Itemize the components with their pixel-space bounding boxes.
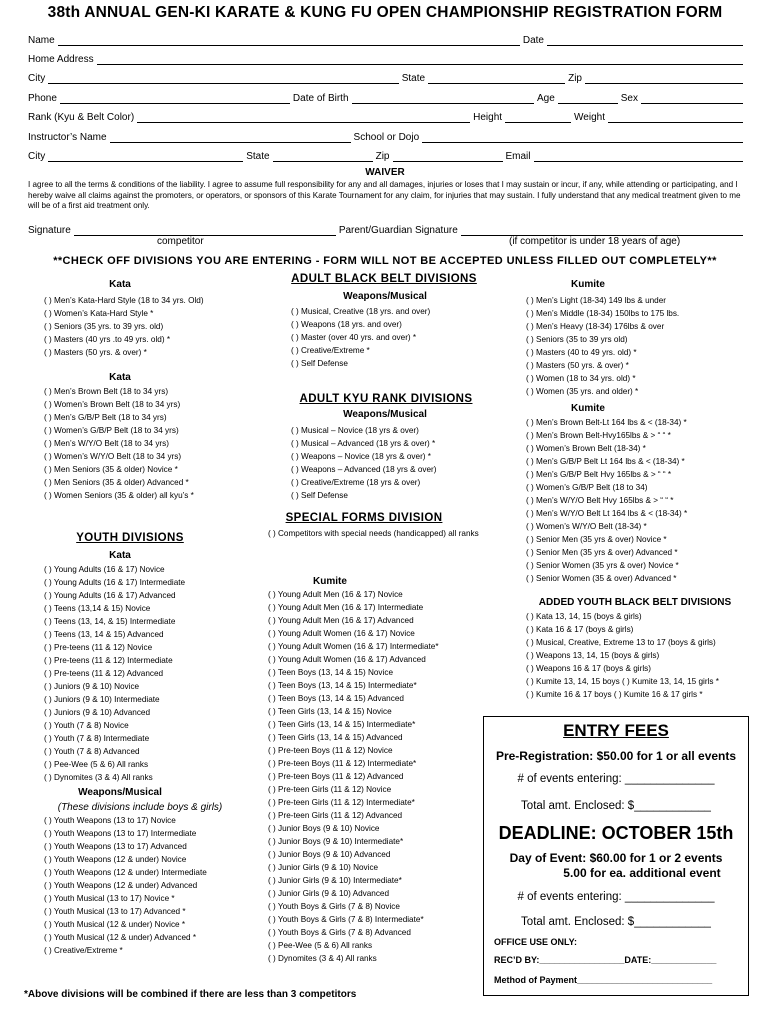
school-label: School or Dojo — [353, 132, 420, 143]
height-field[interactable] — [505, 113, 571, 123]
list-item[interactable]: ( ) Teen Girls (13, 14 & 15) Advanced — [268, 733, 403, 742]
list-item[interactable]: ( ) Senior Men (35 yrs & over) Novice * — [526, 535, 667, 544]
list-item[interactable]: ( ) Weapons – Advanced (18 yrs & over) — [291, 465, 437, 474]
kata2-heading: Kata — [109, 372, 131, 383]
list-item[interactable]: ( ) Women’s W/Y/O Belt (18 to 34 yrs) — [44, 452, 182, 461]
divisions-banner: **CHECK OFF DIVISIONS YOU ARE ENTERING - FORM WILL NOT BE ACCEPTED UNLESS FILLED OUT COMPLETELY** — [53, 255, 717, 267]
parent-note: (if competitor is under 18 years of age) — [509, 236, 681, 247]
list-item[interactable]: ( ) Teens (13, 14 & 15) Advanced — [44, 630, 164, 639]
list-item[interactable]: ( ) Musical, Creative (18 yrs. and over) — [291, 307, 431, 316]
list-item[interactable]: ( ) Musical – Advanced (18 yrs & over) * — [291, 439, 436, 448]
height-label: Height — [473, 112, 503, 123]
list-item[interactable]: ( ) Youth (7 & 8) Advanced — [44, 747, 140, 756]
city-field[interactable] — [48, 74, 399, 84]
list-item[interactable]: ( ) Youth Weapons (12 & under) Intermediate — [44, 868, 207, 877]
parent-signature-field[interactable] — [461, 226, 743, 236]
youth-kata-list — [44, 563, 185, 784]
list-item[interactable]: ( ) Young Adult Men (16 & 17) Advanced — [268, 616, 414, 625]
list-item[interactable]: ( ) Men’s Brown Belt-Hvy165lbs & > “ “ * — [526, 431, 671, 440]
list-item[interactable]: ( ) Pre-teen Girls (11 & 12) Novice — [268, 785, 392, 794]
state-field[interactable] — [428, 74, 565, 84]
form-title: 38th ANNUAL GEN-KI KARATE & KUNG FU OPEN CHAMPIONSHIP REGISTRATION FORM — [47, 4, 723, 21]
list-item[interactable]: ( ) Teens (13, 14, & 15) Intermediate — [44, 617, 176, 626]
list-item[interactable]: ( ) Kata 16 & 17 (boys & girls) — [526, 625, 634, 634]
kyu-weapons-list — [291, 424, 436, 502]
list-item[interactable]: ( ) Women (35 yrs. and older) * — [526, 387, 639, 396]
received-by-field[interactable]: REC’D BY:_________________DATE:_____________ — [494, 955, 717, 965]
list-item[interactable]: ( ) Creative/Extreme (18 yrs & over) — [291, 478, 421, 487]
city2-label: City — [28, 151, 46, 162]
list-item[interactable]: ( ) Juniors (9 & 10) Advanced — [44, 708, 151, 717]
list-item[interactable]: ( ) Women’s Brown Belt (18 to 34 yrs) — [44, 400, 181, 409]
list-item[interactable]: ( ) Young Adult Women (16 & 17) Advanced — [268, 655, 426, 664]
list-item[interactable]: ( ) Weapons 13, 14, 15 (boys & girls) — [526, 651, 660, 660]
row-phone — [28, 90, 746, 104]
list-item[interactable]: ( ) Senior Men (35 yrs & over) Advanced * — [526, 548, 678, 557]
signature-row — [28, 222, 746, 236]
email-label: Email — [505, 151, 531, 162]
zip-label: Zip — [568, 73, 582, 84]
list-item[interactable]: ( ) Pee-Wee (5 & 6) All ranks — [268, 941, 373, 950]
list-item[interactable]: ( ) Kata 13, 14, 15 (boys & girls) — [526, 612, 642, 621]
row-city2 — [28, 148, 746, 162]
black-belt-weapons-list — [291, 305, 430, 370]
rank-label: Rank (Kyu & Belt Color) — [28, 112, 135, 123]
list-item[interactable]: ( ) Pre-teens (11 & 12) Advanced — [44, 669, 164, 678]
list-item[interactable]: ( ) Young Adult Women (16 & 17) Novice — [268, 629, 415, 638]
email-field[interactable] — [534, 152, 743, 162]
youth-kumite-list — [268, 588, 439, 965]
kyu-kata-list — [44, 385, 194, 502]
list-item[interactable]: ( ) Pre-teen Girls (11 & 12) Intermediate* — [268, 798, 415, 807]
footer-note: *Above divisions will be combined if there are less than 3 competitors — [24, 989, 357, 1000]
dob-field[interactable] — [352, 94, 534, 104]
row-city — [28, 70, 746, 84]
instructor-label: Instructor’s Name — [28, 132, 107, 143]
list-item[interactable]: ( ) Senior Women (35 & over) Advanced * — [526, 574, 677, 583]
competitor-caption: competitor — [157, 236, 204, 247]
list-item[interactable]: ( ) Junior Girls (9 & 10) Advanced — [268, 889, 390, 898]
list-item[interactable]: ( ) Pre-teen Boys (11 & 12) Intermediate* — [268, 759, 417, 768]
adult-kumite-list — [526, 294, 679, 398]
row-instructor — [28, 129, 746, 143]
list-item[interactable]: ( ) Men’s Light (18-34) 149 lbs & under — [526, 296, 667, 305]
list-item[interactable]: ( ) Master (over 40 yrs. and over) * — [291, 333, 417, 342]
added-youth-heading: ADDED YOUTH BLACK BELT DIVISIONS — [538, 597, 732, 608]
age-field[interactable] — [558, 94, 618, 104]
sex-field[interactable] — [641, 94, 743, 104]
row-name — [28, 32, 746, 46]
list-item[interactable]: ( ) Weapons (18 yrs. and over) — [291, 320, 402, 329]
day-of-event-text: Day of Event: $60.00 for 1 or 2 events — [509, 851, 723, 865]
list-item[interactable]: ( ) Teen Girls (13, 14 & 15) Intermediate* — [268, 720, 416, 729]
events-entering-field[interactable]: # of events entering: ______________ — [517, 773, 715, 785]
list-item[interactable]: ( ) Women (18 to 34 yrs. old) * — [526, 374, 636, 383]
list-item[interactable]: ( ) Men’s W/Y/O Belt Lt 164 lbs & < (18-34) * — [526, 509, 688, 518]
signature-label: Signature — [28, 225, 71, 236]
phone-field[interactable] — [60, 94, 290, 104]
signature-field[interactable] — [74, 226, 336, 236]
list-item[interactable]: ( ) Women’s W/Y/O Belt (18-34) * — [526, 522, 647, 531]
city2-field[interactable] — [48, 152, 243, 162]
list-item[interactable]: ( ) Musical, Creative, Extreme 13 to 17 (boys & girls) — [526, 638, 716, 647]
list-item[interactable]: ( ) Youth Weapons (13 to 17) Novice — [44, 816, 176, 825]
list-item[interactable]: ( ) Junior Boys (9 & 10) Advanced — [268, 850, 391, 859]
list-item[interactable]: ( ) Teen Girls (13, 14 & 15) Novice — [268, 707, 392, 716]
state2-label: State — [246, 151, 270, 162]
list-item[interactable]: ( ) Teens (13,14 & 15) Novice — [44, 604, 151, 613]
list-item[interactable]: ( ) Men’s G/B/P Belt Lt 164 lbs & < (18-34) * — [526, 457, 685, 466]
list-item[interactable]: ( ) Men’s W/Y/O Belt (18 to 34 yrs) — [44, 439, 169, 448]
dob-label: Date of Birth — [292, 93, 349, 104]
special-forms-list — [268, 527, 479, 540]
list-item[interactable]: ( ) Young Adult Men (16 & 17) Novice — [268, 590, 403, 599]
list-item[interactable]: ( ) Kumite 16 & 17 boys ( ) Kumite 16 & 17 girls * — [526, 690, 703, 699]
list-item[interactable]: ( ) Women’s Brown Belt (18-34) * — [526, 444, 646, 453]
list-item[interactable]: ( ) Competitors with special needs (handicapped) all ranks — [268, 529, 479, 538]
deadline-text: DEADLINE: OCTOBER 15th — [498, 823, 734, 843]
adult-black-belt-heading: ADULT BLACK BELT DIVISIONS — [291, 273, 477, 285]
youth-weapons-note: (These divisions include boys & girls) — [57, 802, 223, 813]
list-item[interactable]: ( ) Creative/Extreme * — [291, 346, 370, 355]
list-item[interactable]: ( ) Young Adult Women (16 & 17) Intermediate* — [268, 642, 439, 651]
list-item[interactable]: ( ) Teen Boys (13, 14 & 15) Novice — [268, 668, 393, 677]
sex-label: Sex — [620, 93, 638, 104]
list-item[interactable]: ( ) Youth Boys & Girls (7 & 8) Intermediate* — [268, 915, 424, 924]
list-item[interactable]: ( ) Youth (7 & 8) Intermediate — [44, 734, 150, 743]
list-item[interactable]: ( ) Pre-teen Boys (11 & 12) Novice — [268, 746, 393, 755]
list-item[interactable]: ( ) Men’s W/Y/O Belt Hvy 165lbs & > “ “ * — [526, 496, 674, 505]
date-field[interactable] — [547, 36, 743, 46]
youth-weapons-list — [44, 814, 207, 957]
rank-field[interactable] — [137, 113, 470, 123]
list-item[interactable]: ( ) Youth Musical (13 to 17) Novice * — [44, 894, 175, 903]
list-item[interactable]: ( ) Self Defense — [291, 359, 348, 368]
weight-field[interactable] — [608, 113, 743, 123]
total-enclosed-field-2[interactable]: Total amt. Enclosed: $____________ — [521, 916, 711, 928]
zip-field[interactable] — [585, 74, 743, 84]
adult-kata-list — [44, 294, 204, 359]
list-item[interactable]: ( ) Youth Weapons (12 & under) Novice — [44, 855, 187, 864]
kyu-kumite-list — [526, 416, 687, 585]
list-item[interactable]: ( ) Masters (40 yrs .to 49 yrs. old) * — [44, 335, 171, 344]
home-address-field[interactable] — [97, 55, 743, 65]
list-item[interactable]: ( ) Teen Boys (13, 14 & 15) Intermediate* — [268, 681, 417, 690]
list-item[interactable]: ( ) Pee-Wee (5 & 6) All ranks — [44, 760, 149, 769]
kyu-weapons-heading: Weapons/Musical — [343, 409, 427, 420]
list-item[interactable]: ( ) Masters (50 yrs. & over) * — [526, 361, 629, 370]
black-belt-weapons-heading: Weapons/Musical — [343, 291, 427, 302]
list-item[interactable]: ( ) Junior Boys (9 & 10) Intermediate* — [268, 837, 404, 846]
list-item[interactable]: ( ) Senior Women (35 yrs & over) Novice * — [526, 561, 679, 570]
list-item[interactable]: ( ) Seniors (35 yrs. to 39 yrs. old) — [44, 322, 164, 331]
state2-field[interactable] — [273, 152, 373, 162]
list-item[interactable]: ( ) Junior Girls (9 & 10) Intermediate* — [268, 876, 402, 885]
waiver-text: I agree to all the terms & conditions of the liability. I agree to assume full responsibility for any and all damages, injuries or loses that I may sustain or incur, if any, while attending or participating, and I hereby waive all claims against the promoters, or operators, or sponsors of this Karate Tournament for any claim, for injuries that may sustain. I fully understand that any medical treatment given to me will be of a first aid treatment only. — [28, 180, 741, 211]
list-item[interactable]: ( ) Junior Boys (9 & 10) Novice — [268, 824, 380, 833]
list-item[interactable]: ( ) Creative/Extreme * — [44, 946, 123, 955]
payment-method-field[interactable]: Method of Payment___________________________ — [494, 975, 713, 985]
list-item[interactable]: ( ) Young Adults (16 & 17) Novice — [44, 565, 165, 574]
list-item[interactable]: ( ) Youth Weapons (13 to 17) Intermediate — [44, 829, 197, 838]
kata-heading: Kata — [109, 279, 131, 290]
list-item[interactable]: ( ) Junior Girls (9 & 10) Novice — [268, 863, 379, 872]
youth-kumite-heading: Kumite — [313, 576, 347, 587]
list-item[interactable]: ( ) Teen Boys (13, 14 & 15) Advanced — [268, 694, 404, 703]
list-item[interactable]: ( ) Youth Weapons (12 & under) Advanced — [44, 881, 198, 890]
zip2-field[interactable] — [393, 152, 503, 162]
home-address-label: Home Address — [28, 54, 94, 65]
list-item[interactable]: ( ) Men’s Heavy (18-34) 176lbs & over — [526, 322, 665, 331]
list-item[interactable]: ( ) Men’s Brown Belt (18 to 34 yrs) — [44, 387, 169, 396]
row-rank — [28, 109, 746, 123]
instructor-field[interactable] — [110, 133, 351, 143]
name-field[interactable] — [58, 36, 520, 46]
list-item[interactable]: ( ) Women’s G/B/P Belt (18 to 34) — [526, 483, 648, 492]
total-enclosed-field[interactable]: Total amt. Enclosed: $____________ — [521, 800, 711, 812]
list-item[interactable]: ( ) Seniors (35 to 39 yrs old) — [526, 335, 628, 344]
list-item[interactable]: ( ) Juniors (9 & 10) Intermediate — [44, 695, 160, 704]
additional-event-text: 5.00 for ea. additional event — [563, 866, 721, 880]
list-item[interactable]: ( ) Pre-teens (11 & 12) Intermediate — [44, 656, 173, 665]
parent-signature-label: Parent/Guardian Signature — [338, 225, 458, 236]
prereg-text: Pre-Registration: $50.00 for 1 or all events — [495, 749, 737, 763]
list-item[interactable]: ( ) Men Seniors (35 & older) Novice * — [44, 465, 178, 474]
list-item[interactable]: ( ) Women Seniors (35 & older) all kyu’s * — [44, 491, 194, 500]
list-item[interactable]: ( ) Youth Musical (12 & under) Novice * — [44, 920, 186, 929]
entry-fees-heading: ENTRY FEES — [563, 721, 669, 740]
youth-divisions-heading: YOUTH DIVISIONS — [76, 532, 184, 544]
list-item[interactable]: ( ) Self Defense — [291, 491, 348, 500]
list-item[interactable]: ( ) Women’s G/B/P Belt (18 to 34 yrs) — [44, 426, 179, 435]
list-item[interactable]: ( ) Masters (40 to 49 yrs. old) * — [526, 348, 637, 357]
list-item[interactable]: ( ) Musical – Novice (18 yrs & over) — [291, 426, 419, 435]
weight-label: Weight — [574, 112, 605, 123]
school-field[interactable] — [422, 133, 743, 143]
adult-kyu-heading: ADULT KYU RANK DIVISIONS — [299, 393, 473, 405]
list-item[interactable]: ( ) Dynomites (3 & 4) All ranks — [268, 954, 377, 963]
list-item[interactable]: ( ) Pre-teens (11 & 12) Novice — [44, 643, 153, 652]
list-item[interactable]: ( ) Youth Boys & Girls (7 & 8) Novice — [268, 902, 400, 911]
state-label: State — [401, 73, 426, 84]
youth-kata-heading: Kata — [109, 550, 131, 561]
row-address — [28, 51, 746, 65]
name-label: Name — [28, 35, 55, 46]
list-item[interactable]: ( ) Men Seniors (35 & older) Advanced * — [44, 478, 189, 487]
age-label: Age — [536, 93, 555, 104]
list-item[interactable]: ( ) Men’s G/B/P Belt Hvy 165lbs & > “ “ * — [526, 470, 672, 479]
list-item[interactable]: ( ) Youth Weapons (13 to 17) Advanced — [44, 842, 187, 851]
office-use-label: OFFICE USE ONLY: — [494, 937, 578, 947]
special-forms-heading: SPECIAL FORMS DIVISION — [285, 512, 443, 524]
list-item[interactable]: ( ) Dynomites (3 & 4) All ranks — [44, 773, 153, 782]
list-item[interactable]: ( ) Weapons 16 & 17 (boys & girls) — [526, 664, 651, 673]
list-item[interactable]: ( ) Youth Musical (12 & under) Advanced * — [44, 933, 197, 942]
date-label: Date — [522, 35, 544, 46]
list-item[interactable]: ( ) Men’s Middle (18-34) 150lbs to 175 lbs. — [526, 309, 680, 318]
youth-weapons-heading: Weapons/Musical — [78, 787, 162, 798]
list-item[interactable]: ( ) Young Adults (16 & 17) Advanced — [44, 591, 176, 600]
events-entering-field-2[interactable]: # of events entering: ______________ — [517, 891, 715, 903]
list-item[interactable]: ( ) Pre-teen Girls (11 & 12) Advanced — [268, 811, 403, 820]
list-item[interactable]: ( ) Pre-teen Boys (11 & 12) Advanced — [268, 772, 404, 781]
kumite-heading: Kumite — [571, 279, 605, 290]
list-item[interactable]: ( ) Juniors (9 & 10) Novice — [44, 682, 140, 691]
list-item[interactable]: ( ) Youth Boys & Girls (7 & 8) Advanced — [268, 928, 411, 937]
city-label: City — [28, 73, 46, 84]
list-item[interactable]: ( ) Youth (7 & 8) Novice — [44, 721, 129, 730]
list-item[interactable]: ( ) Masters (50 yrs. & over) * — [44, 348, 147, 357]
list-item[interactable]: ( ) Men’s Brown Belt-Lt 164 lbs & < (18-34) * — [526, 418, 687, 427]
added-youth-list — [526, 610, 719, 701]
phone-label: Phone — [28, 93, 57, 104]
list-item[interactable]: ( ) Kumite 13, 14, 15 boys ( ) Kumite 13, 14, 15 girls * — [526, 677, 719, 686]
entry-fees-box — [483, 716, 749, 996]
zip2-label: Zip — [375, 151, 390, 162]
list-item[interactable]: ( ) Young Adult Men (16 & 17) Intermediate — [268, 603, 424, 612]
list-item[interactable]: ( ) Men’s Kata-Hard Style (18 to 34 yrs. Old) — [44, 296, 204, 305]
waiver-heading: WAIVER — [365, 167, 405, 178]
list-item[interactable]: ( ) Women’s Kata-Hard Style * — [44, 309, 154, 318]
list-item[interactable]: ( ) Youth Musical (13 to 17) Advanced * — [44, 907, 186, 916]
kumite2-heading: Kumite — [571, 403, 605, 414]
list-item[interactable]: ( ) Young Adults (16 & 17) Intermediate — [44, 578, 186, 587]
list-item[interactable]: ( ) Weapons – Novice (18 yrs & over) * — [291, 452, 431, 461]
list-item[interactable]: ( ) Men’s G/B/P Belt (18 to 34 yrs) — [44, 413, 167, 422]
